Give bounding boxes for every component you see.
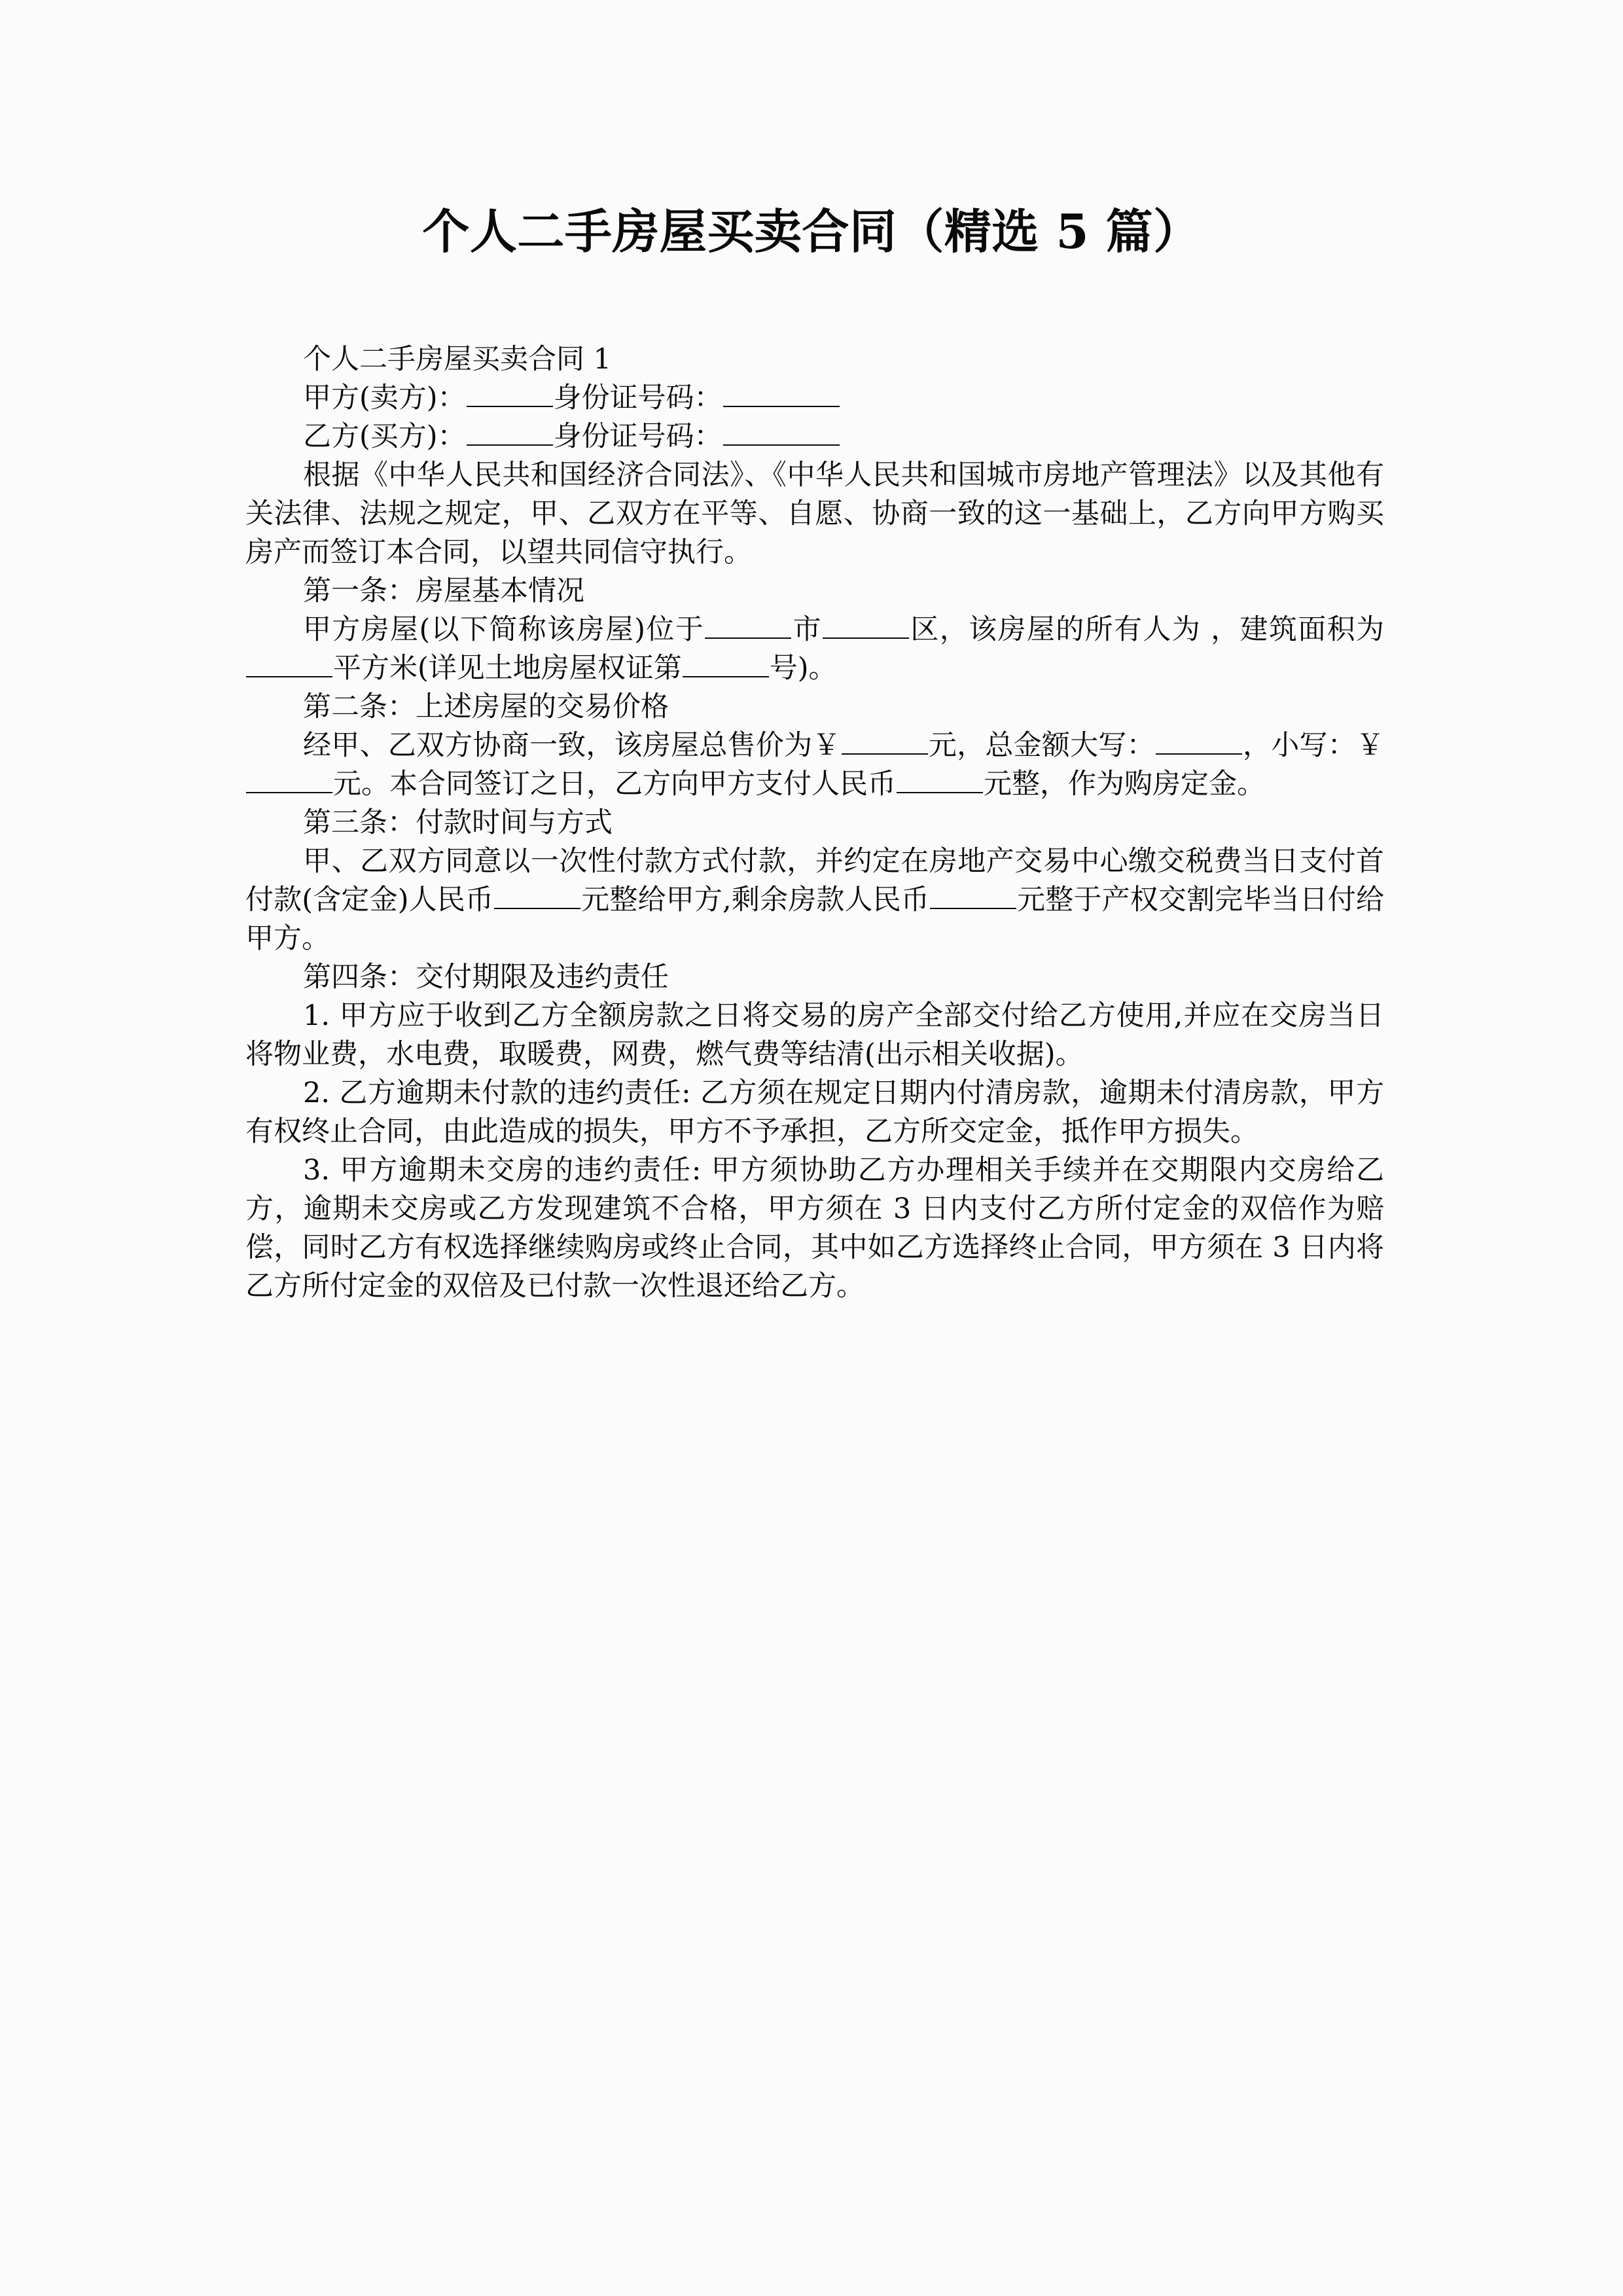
article-1-text-4: 平方米(详见土地房屋权证第 — [333, 652, 682, 685]
seller-label: 甲方(卖方)： — [303, 382, 466, 414]
article-2-text-2: 元，总金额大写： — [928, 729, 1155, 762]
article-2-body — [245, 726, 1384, 804]
article-2-text-5: 元整，作为购房定金。 — [984, 768, 1265, 800]
article-1-text-3: 区，该房屋的所有人为 ，建筑面积为 — [909, 613, 1385, 646]
city-blank[interactable] — [705, 611, 791, 639]
article-3-text-2: 元整给甲方,剩余房款人民币 — [581, 884, 929, 916]
buyer-id-blank[interactable] — [723, 418, 840, 446]
article-4-heading: 第四条：交付期限及违约责任 — [303, 961, 669, 994]
article-3-text-3: 元整于产权交割完毕当日付给甲方。 — [245, 884, 1385, 955]
article-4-item-2: 2. 乙方逾期未付款的违约责任: 乙方须在规定日期内付清房款，逾期未付清房款，甲方有权终止合同，由此造成的损失，甲方不予承担，乙方所交定金，抵作甲方损失。 — [245, 1077, 1384, 1148]
area-blank[interactable] — [246, 649, 332, 677]
article-4-item-1: 1. 甲方应于收到乙方全额房款之日将交易的房产全部交付给乙方使用,并应在交房当日将物业费，水电费，取暖费，网费，燃气费等结清(出示相关收据)。 — [245, 999, 1384, 1071]
district-blank[interactable] — [823, 611, 909, 639]
deposit-amount-blank[interactable] — [897, 765, 983, 793]
total-price-blank[interactable] — [842, 726, 928, 755]
article-2-text-3: ，小写：￥ — [1242, 729, 1385, 762]
seller-id-blank[interactable] — [723, 379, 840, 407]
amount-figures-blank[interactable] — [246, 765, 332, 793]
article-1-text-1: 甲方房屋(以下简称该房屋)位于 — [303, 613, 705, 646]
remaining-payment-blank[interactable] — [930, 881, 1016, 909]
preamble-paragraph: 根据《中华人民共和国经济合同法》、《中华人民共和国城市房地产管理法》以及其他有关法律、法规之规定，甲、乙双方在平等、自愿、协商一致的这一基础上，乙方向甲方购买房产而签订本合同，以望共同信守执行。 — [245, 459, 1384, 569]
seller-name-blank[interactable] — [467, 379, 553, 407]
page-title: 个人二手房屋买卖合同（精选 5 篇） — [422, 204, 1201, 260]
article-3-body — [245, 842, 1384, 958]
article-1-text-5: 号)。 — [769, 652, 837, 685]
article-2-heading: 第二条：上述房屋的交易价格 — [303, 691, 669, 723]
article-1-heading: 第一条：房屋基本情况 — [303, 575, 584, 607]
article-2-text-1: 经甲、乙双方协商一致，该房屋总售价为￥ — [303, 729, 841, 762]
article-4-item-3: 3. 甲方逾期未交房的违约责任: 甲方须协助乙方办理相关手续并在交期限内交房给乙方，逾期未交房或乙方发现建筑不合格，甲方须在 3 日内支付乙方所付定金的双倍作为赔偿，同时乙方有权选择继续购房或终止合同，其中如乙方选择终止合同，甲方须在 3 日内将乙方所付定金的双倍及已付款一次性退还给乙方。 — [245, 1154, 1384, 1302]
seller-party-line — [245, 379, 1384, 418]
amount-words-blank[interactable] — [1156, 726, 1242, 755]
down-payment-blank[interactable] — [494, 881, 580, 909]
seller-id-label: 身份证号码： — [553, 382, 722, 414]
document-body — [245, 340, 1384, 1306]
certificate-no-blank[interactable] — [683, 649, 769, 677]
buyer-label: 乙方(买方)： — [303, 420, 466, 453]
article-3-text-1: 甲、乙双方同意以一次性付款方式付款，并约定在房地产交易中心缴交税费当日支付首付款(含定金)人民币 — [245, 845, 1384, 916]
buyer-name-blank[interactable] — [467, 418, 553, 446]
buyer-party-line — [245, 418, 1384, 456]
article-2-text-4: 元。本合同签订之日，乙方向甲方支付人民币 — [333, 768, 896, 800]
article-1-text-2: 市 — [792, 613, 822, 646]
article-3-heading: 第三条：付款时间与方式 — [303, 806, 613, 839]
article-1-body — [245, 611, 1384, 688]
buyer-id-label: 身份证号码： — [553, 420, 722, 453]
document-subheading: 个人二手房屋买卖合同 1 — [303, 343, 612, 376]
